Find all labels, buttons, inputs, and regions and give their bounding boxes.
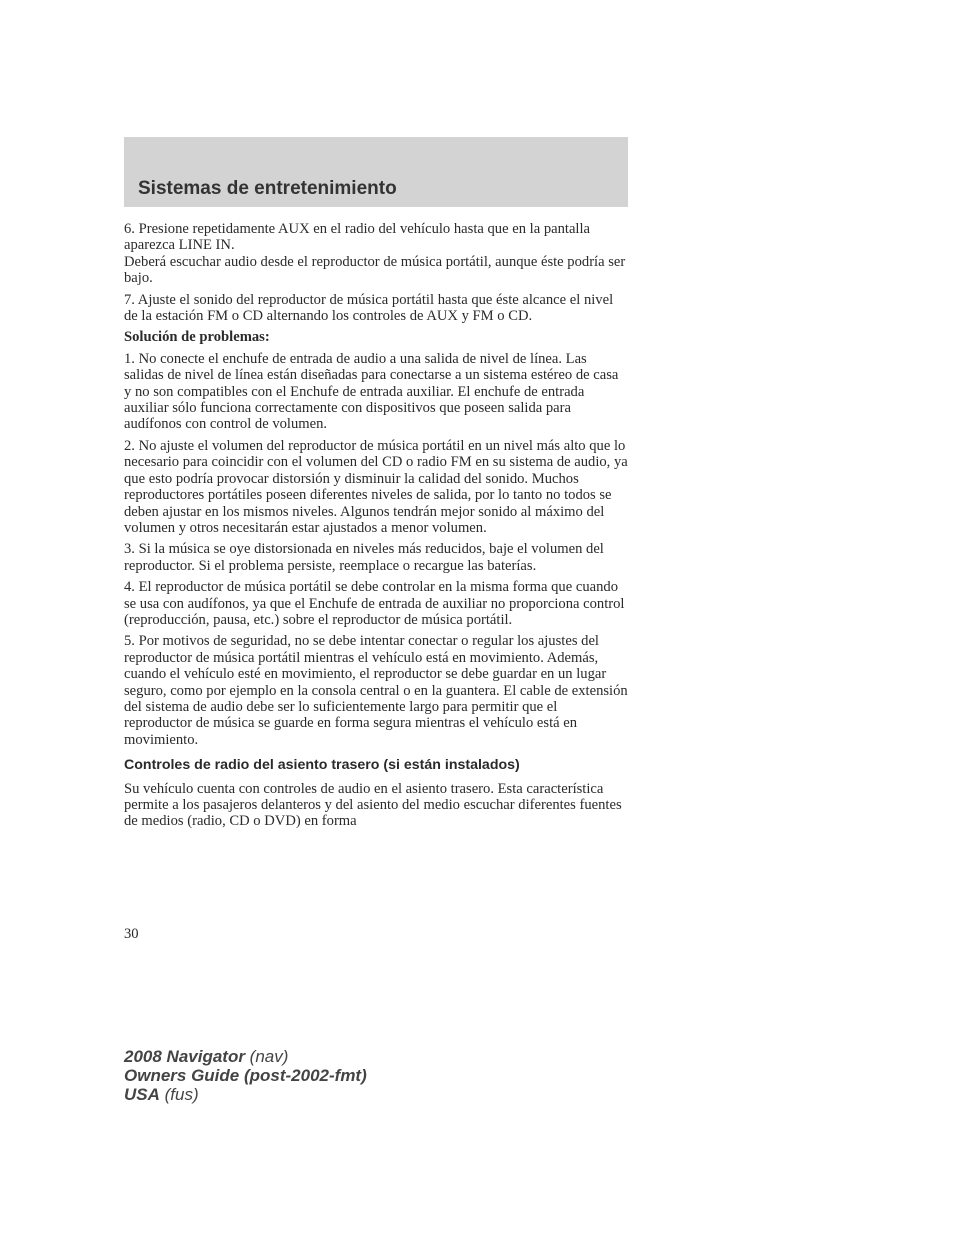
step-6-note: Deberá escuchar audio desde el reproductor de música portátil, aunque éste podría ser bajo. (124, 253, 626, 287)
footer-line-2 (124, 1066, 367, 1085)
footer-model-code: (nav) (244, 1047, 289, 1066)
document-footer (124, 1047, 367, 1104)
footer-line-3 (124, 1085, 367, 1104)
troubleshooting-item-3: 3. Si la música se oye distorsionada en niveles más reducidos, baje el volumen del reproductor. Si el problema persiste, reemplace o recargue las baterías. (124, 541, 604, 574)
footer-market: USA (124, 1085, 160, 1104)
troubleshooting-heading: Solución de problemas: (124, 329, 270, 346)
rear-seat-controls-paragraph: Su vehículo cuenta con controles de audio en el asiento trasero. Esta característica permite a los pasajeros delanteros y del asiento del medio escuchar diferentes fuentes de medios (radio, CD o DVD) en forma (124, 780, 622, 830)
troubleshooting-item-5: 5. Por motivos de seguridad, no se debe intentar conectar o regular los ajustes del reproductor de música portátil mientras el vehículo está en movimiento. Además, cuando el vehículo esté en movimiento, el reproductor se debe guardar en un lugar seguro, como por ejemplo en la consola central o en la guantera. El cable de extensión del sistema de audio debe ser lo suficientemente largo para permitir que el reproductor de música se guarde en forma segura mientras el vehículo está en movimiento. (124, 633, 628, 748)
page-number: 30 (124, 926, 139, 942)
footer-market-code: (fus) (159, 1085, 199, 1104)
step-6-text: 6. Presione repetidamente AUX en el radio del vehículo hasta que en la pantalla aparezca LINE IN. (124, 221, 591, 254)
page-body (124, 221, 629, 835)
troubleshooting-item-4: 4. El reproductor de música portátil se debe controlar en la misma forma que cuando se usa con audífonos, ya que el Enchufe de entrada de auxiliar no proporciona control (reproducción, pausa, etc.) sobre el reproductor de música portátil. (124, 579, 625, 628)
footer-line-1 (124, 1047, 367, 1066)
footer-guide: Owners Guide (post-2002-fmt) (124, 1066, 367, 1085)
troubleshooting-item-2: 2. No ajuste el volumen del reproductor de música portátil en un nivel más alto que lo necesario para coincidir con el volumen del CD o radio FM en su sistema de audio, ya que esto podría provocar distorsión y disminuir la calidad del sonido. Muchos reproductores portátiles poseen diferentes niveles de salida, por lo tanto no todos se deben ajustar en los mismos niveles. Algunos tendrán mejor sonido al máximo del volumen y otros necesitarán estar ajustados a menor volumen. (124, 437, 628, 536)
footer-model: 2008 Navigator (124, 1047, 245, 1066)
step-7-paragraph: 7. Ajuste el sonido del reproductor de música portátil hasta que éste alcance el nivel de la estación FM o CD alternando los controles de AUX y FM o CD. (124, 291, 614, 325)
step-6-paragraph (124, 221, 629, 287)
section-title: Sistemas de entretenimiento (138, 178, 397, 199)
troubleshooting-item-1: 1. No conecte el enchufe de entrada de audio a una salida de nivel de línea. Las salidas de nivel de línea están diseñadas para conectarse a un sistema estéreo de casa y no son compatibles con el Enchufe de entrada auxiliar. El enchufe de entrada auxiliar sólo funciona correctamente con dispositivos que poseen salida para audífonos con control de volumen. (124, 350, 619, 433)
rear-seat-controls-heading: Controles de radio del asiento trasero (si están instalados) (124, 757, 520, 774)
